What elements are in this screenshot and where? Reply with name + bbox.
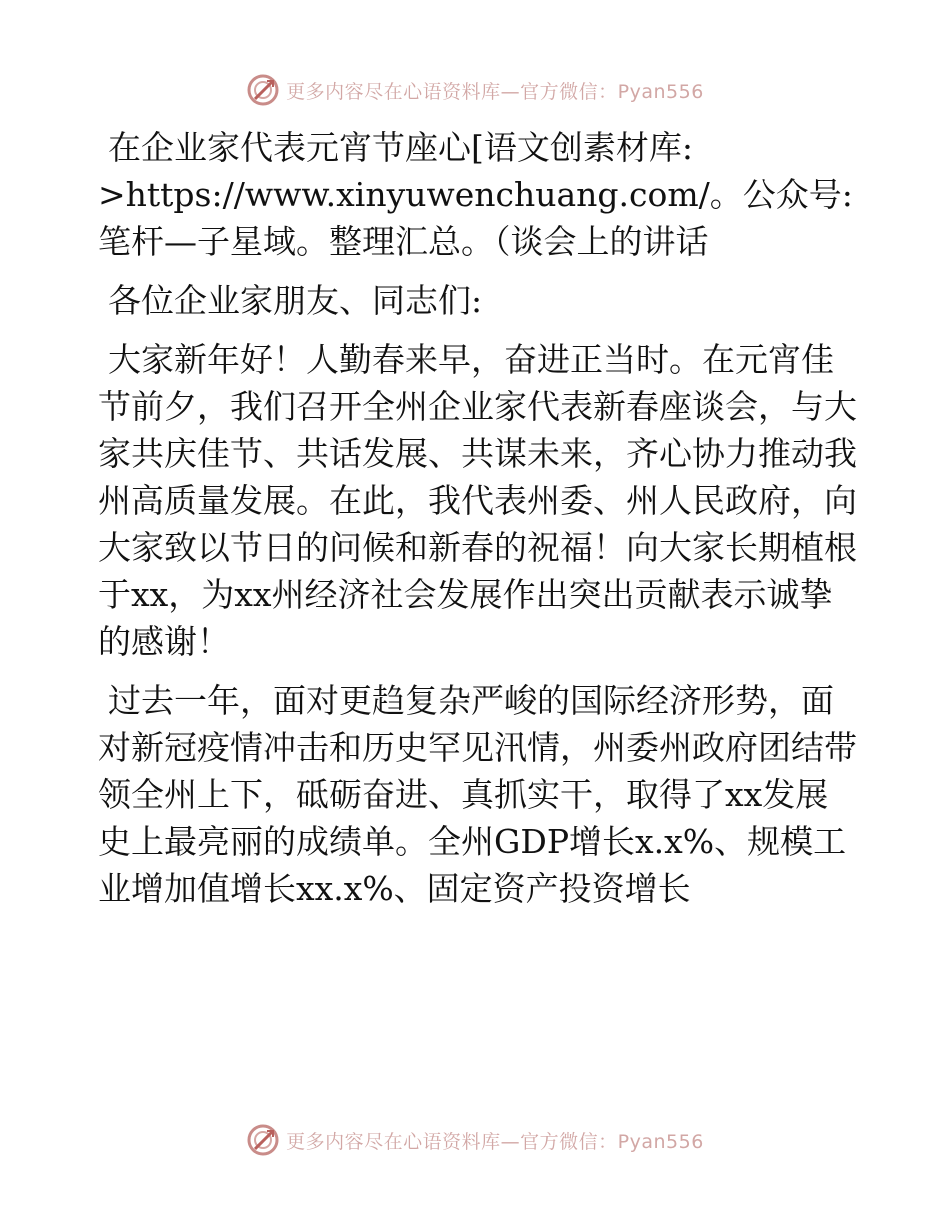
document-body bbox=[98, 124, 858, 924]
paragraph-greeting: 大家新年好！人勤春来早，奋进正当时。在元宵佳节前夕，我们召开全州企业家代表新春座谈会，与大家共庆佳节、共话发展、共谋未来，齐心协力推动我州高质量发展。在此，我代表州委、州人民政府，向大家致以节日的问候和新春的祝福！向大家长期植根于xx，为xx州经济社会发展作出突出贡献表示诚挚的感谢！ bbox=[98, 340, 857, 661]
paragraph-review: 过去一年，面对更趋复杂严峻的国际经济形势，面对新冠疫情冲击和历史罕见汛情，州委州政府团结带领全州上下，砥砺奋进、真抓实干，取得了xx发展史上最亮丽的成绩单。全州GDP增长x.x%、规模工业增加值增长xx.x%、固定资产投资增长 bbox=[98, 681, 857, 908]
watermark-footer bbox=[0, 1120, 950, 1160]
watermark-logo-icon bbox=[246, 1123, 280, 1157]
paragraph-salutation: 各位企业家朋友、同志们: bbox=[108, 281, 483, 320]
watermark-text: 更多内容尽在心语资料库—官方微信：Pyan556 bbox=[286, 1130, 704, 1153]
watermark-text: 更多内容尽在心语资料库—官方微信：Pyan556 bbox=[286, 80, 704, 103]
watermark-logo-icon bbox=[246, 73, 280, 107]
watermark-header bbox=[0, 70, 950, 110]
paragraph-title: 在企业家代表元宵节座心[语文创素材库: >https://www.xinyuwenchuang.com/。公众号: 笔杆—子星域。整理汇总。（谈会上的讲话 bbox=[98, 128, 853, 261]
